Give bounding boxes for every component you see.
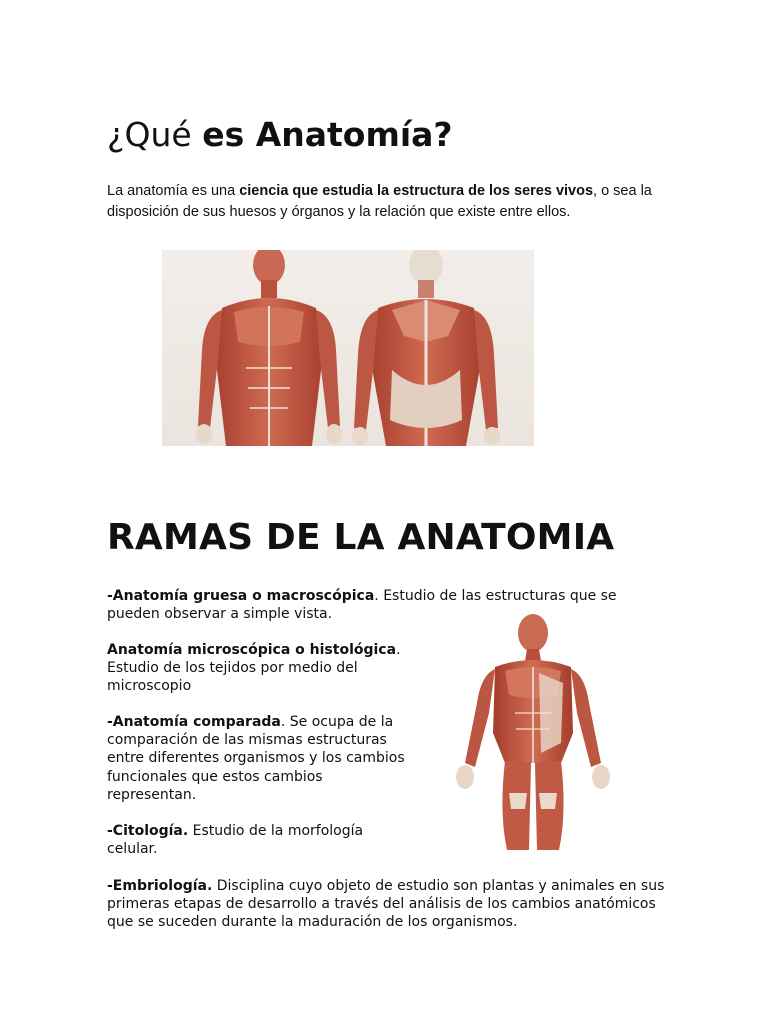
branch-comparative-anatomy: [107, 713, 407, 804]
intro-text-start: La anatomía es una: [107, 183, 240, 199]
branch-description: . Estudio de los tejidos por medio del microscopio: [107, 642, 401, 695]
full-body-muscle-illustration: [443, 613, 623, 850]
section-title: RAMAS DE LA ANATOMIA: [107, 517, 615, 558]
full-body-muscle-image: [443, 613, 623, 850]
intro-text-end: , o sea la disposición de sus huesos y órganos y la relación que existe entre ellos.: [107, 183, 652, 220]
front-muscle-figure: [196, 250, 342, 446]
branch-embryology: [107, 877, 667, 932]
branch-term: -Anatomía comparada: [107, 714, 281, 730]
intro-text-bold: ciencia que estudia la estructura de los seres vivos: [239, 183, 594, 199]
page-title: [107, 113, 453, 157]
branch-cytology: [107, 822, 407, 858]
title-bold: es Anatomía?: [202, 115, 453, 154]
branch-description: . Estudio de las estructuras que se pueden observar a simple vista.: [107, 588, 617, 623]
branch-description: Estudio de la morfología celular.: [107, 823, 364, 858]
branch-term: -Citología.: [107, 823, 189, 839]
intro-paragraph: [107, 181, 667, 223]
branch-term: -Anatomía gruesa o macroscópica: [107, 588, 375, 604]
muscle-figures-illustration: [162, 250, 534, 446]
branch-microscopic-anatomy: [107, 641, 407, 696]
title-prefix: ¿Qué: [107, 115, 203, 154]
branch-description: . Se ocupa de la comparación de las mismas estructuras entre diferentes organismos y los cambios funcionales que estos cambios representan.: [107, 714, 405, 803]
back-muscle-figure: [352, 250, 500, 446]
branch-term: -Embriología.: [107, 878, 213, 894]
branch-description: Disciplina cuyo objeto de estudio son plantas y animales en sus primeras etapas de desarrollo a través del análisis de los cambios anatómicos que se suceden durante la maduración de los organismos.: [107, 878, 665, 931]
muscle-anatomy-front-back-image: [162, 250, 534, 446]
branch-term: Anatomía microscópica o histológica: [107, 642, 397, 658]
